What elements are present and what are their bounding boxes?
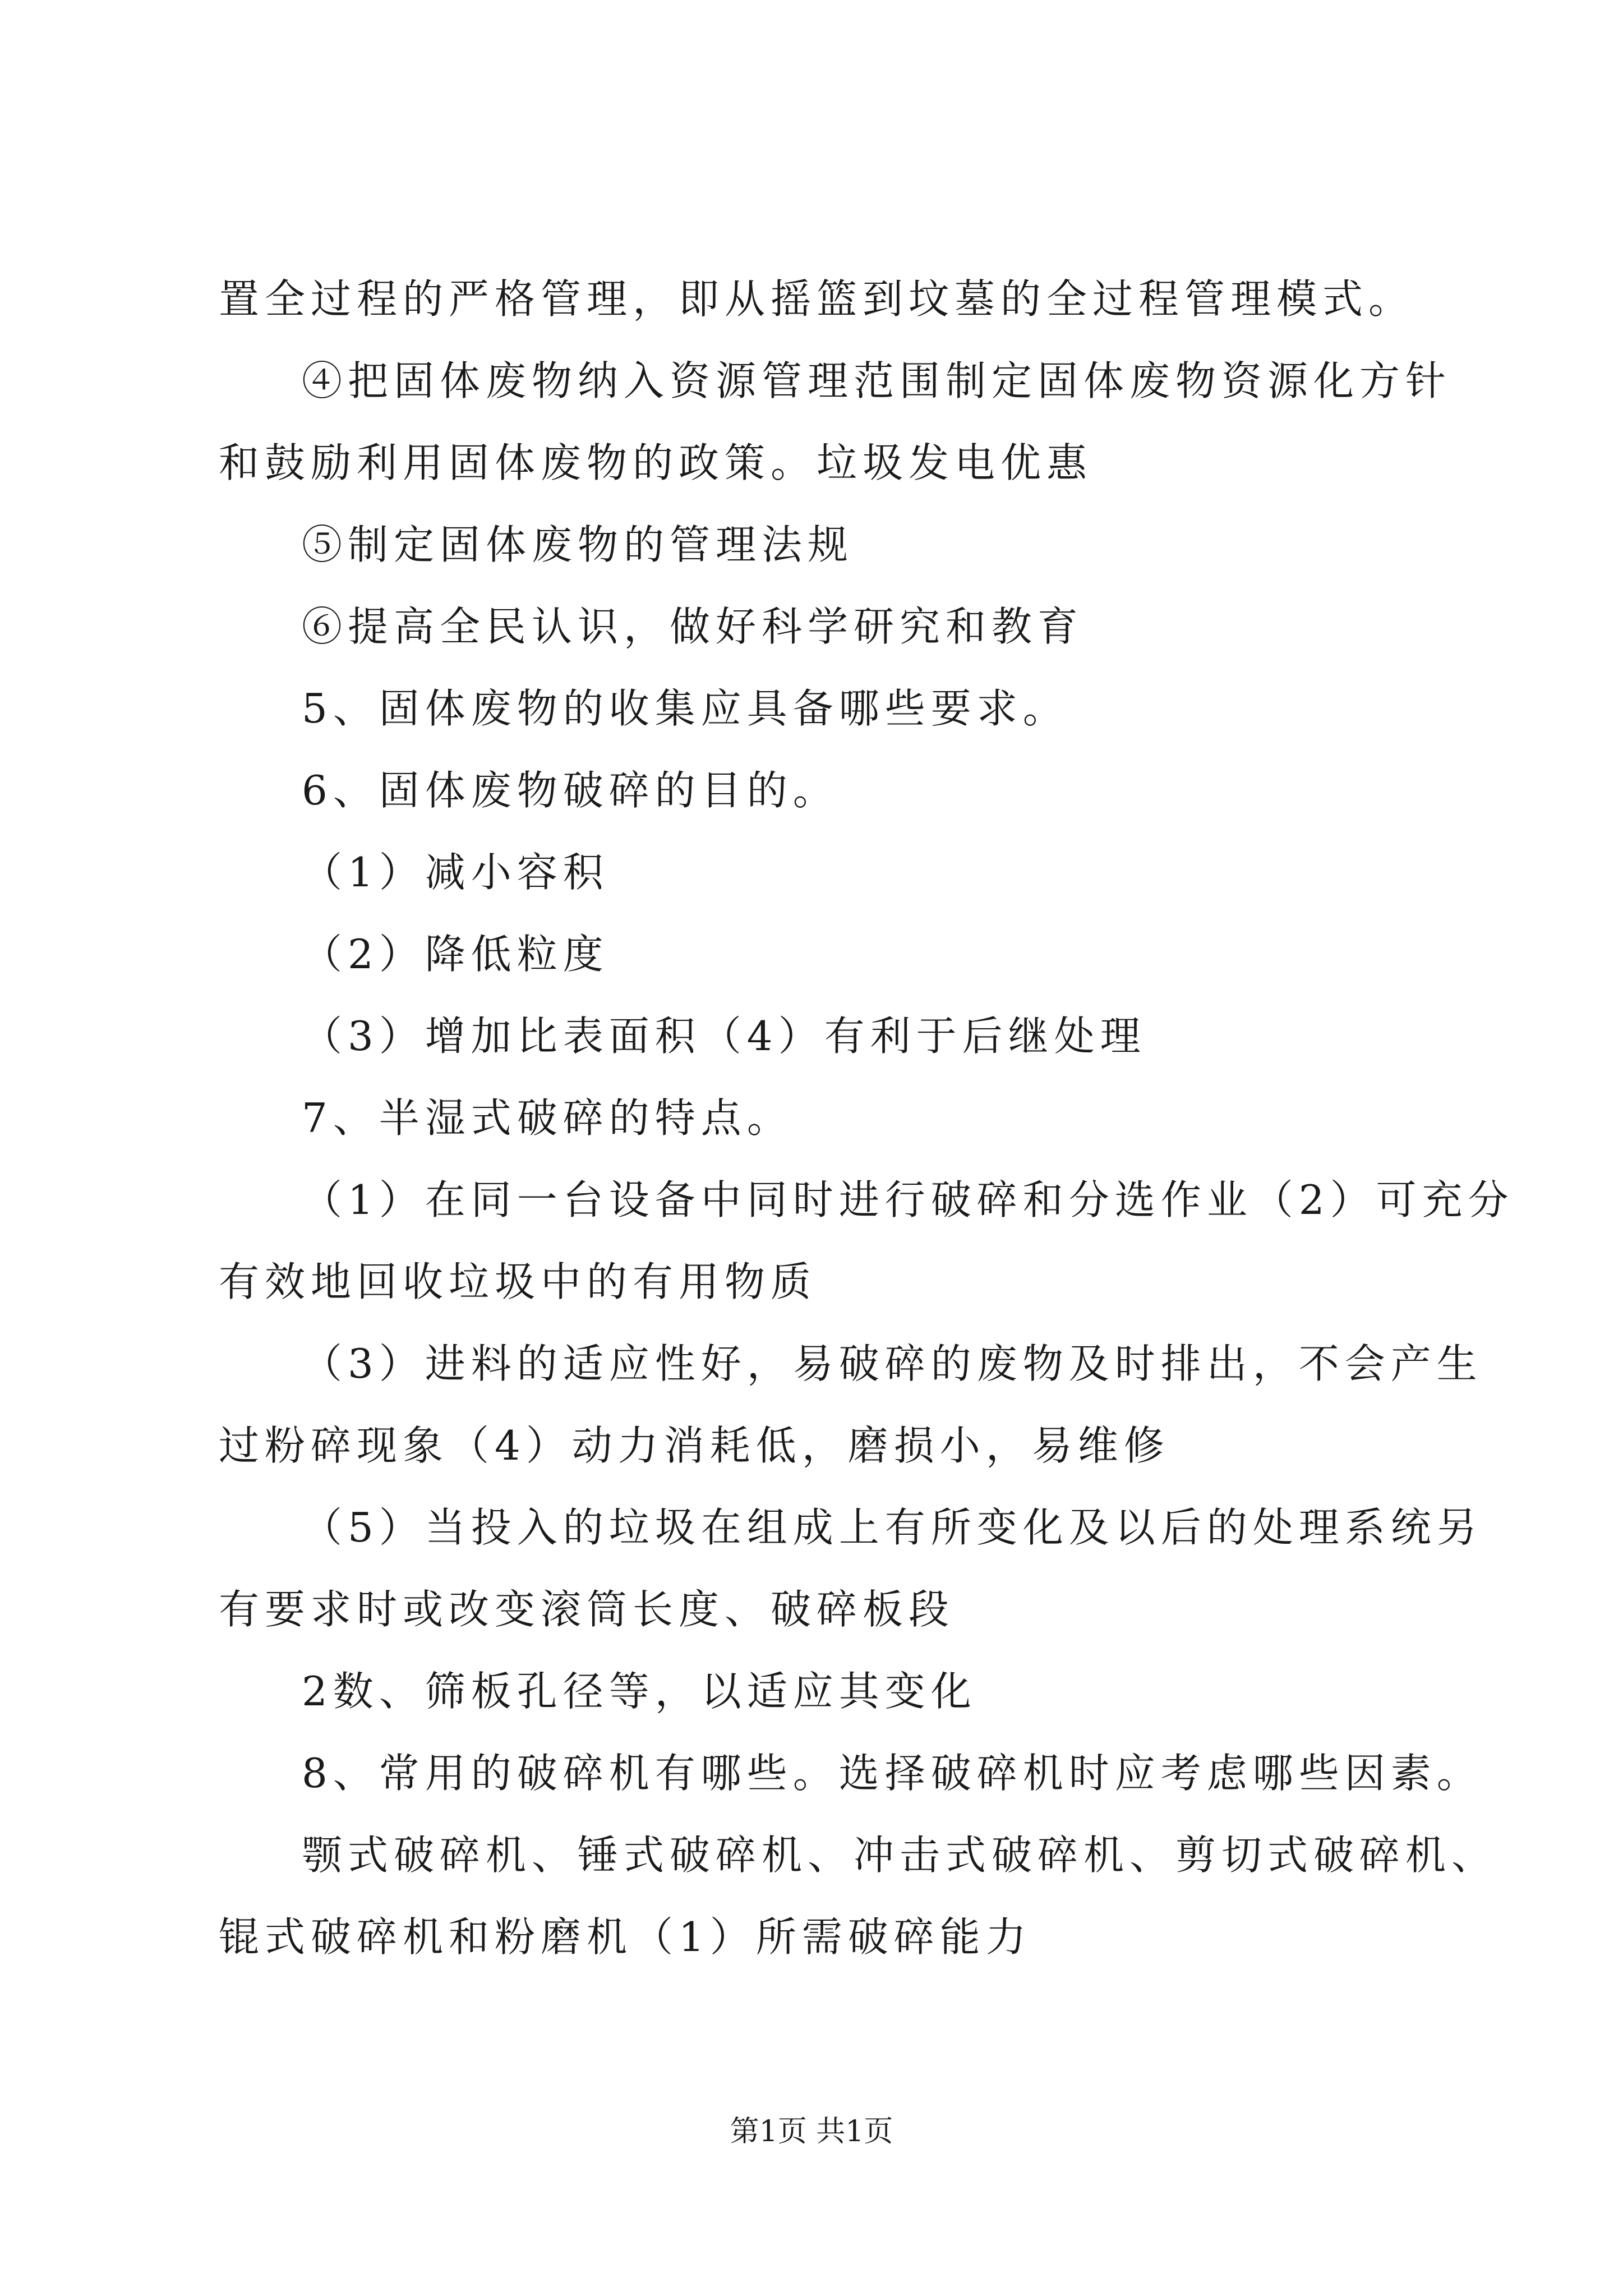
text-line: ⑥提高全民认识，做好科学研究和教育: [302, 603, 1084, 650]
page-footer: 第1页 共1页: [730, 2115, 893, 2148]
text-line: 2数、筛板孔径等，以适应其变化: [302, 1668, 977, 1715]
text-line: 6、固体废物破碎的目的。: [302, 767, 839, 814]
text-line: 有效地回收垃圾中的有用物质: [219, 1258, 817, 1305]
text-line: （5）当投入的垃圾在组成上有所变化及以后的处理系统另: [302, 1504, 1483, 1551]
text-line: ④把固体废物纳入资源管理范围制定固体废物资源化方针: [302, 357, 1452, 404]
text-line: （3）增加比表面积（4）有利于后继处理: [302, 1013, 1146, 1060]
text-line: 过粉碎现象（4）动力消耗低，磨损小，易维修: [219, 1422, 1170, 1469]
text-line: 颚式破碎机、锤式破碎机、冲击式破碎机、剪切式破碎机、: [302, 1832, 1498, 1879]
text-line: （1）减小容积: [302, 849, 609, 896]
document-body: [219, 258, 1514, 1978]
text-line: （2）降低粒度: [302, 931, 609, 978]
text-line: 锟式破碎机和粉磨机（1）所需破碎能力: [219, 1913, 1032, 1961]
text-line: 和鼓励利用固体废物的政策。垃圾发电优惠: [219, 439, 1093, 486]
text-line: 置全过程的严格管理，即从摇篮到坟墓的全过程管理模式。: [219, 275, 1415, 323]
text-line: （1）在同一台设备中同时进行破碎和分选作业（2）可充分: [302, 1176, 1514, 1223]
text-line: 5、固体废物的收集应具备哪些要求。: [302, 685, 1069, 732]
text-line: 8、常用的破碎机有哪些。选择破碎机时应考虑哪些因素。: [302, 1750, 1483, 1797]
text-line: ⑤制定固体废物的管理法规: [302, 521, 854, 568]
text-line: （3）进料的适应性好，易破碎的废物及时排出，不会产生: [302, 1340, 1483, 1387]
text-line: 7、半湿式破碎的特点。: [302, 1094, 793, 1142]
text-line: 有要求时或改变滚筒长度、破碎板段: [219, 1586, 955, 1633]
